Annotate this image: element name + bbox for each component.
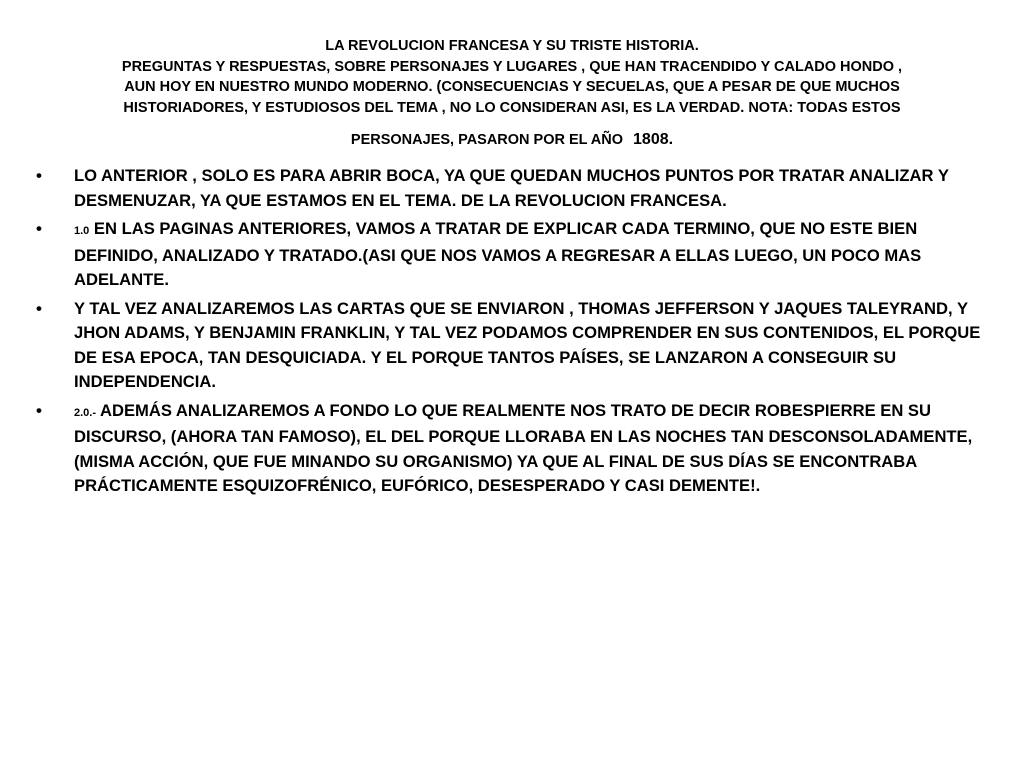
bullet-item-4 bbox=[36, 399, 986, 499]
bullet-marker-icon: • bbox=[36, 219, 42, 238]
bullet-text: LO ANTERIOR , SOLO ES PARA ABRIR BOCA, YA QUE QUEDAN MUCHOS PUNTOS POR TRATAR ANALIZAR Y DESMENUZAR, YA QUE ESTAMOS EN EL TEMA. DE LA REVOLUCION FRANCESA. bbox=[74, 166, 949, 210]
bullet-item-1 bbox=[36, 164, 986, 213]
title-line-5 bbox=[60, 130, 964, 151]
bullet-text: ADEMÁS ANALIZAREMOS A FONDO LO QUE REALMENTE NOS TRATO DE DECIR ROBESPIERRE EN SU DISCURSO, (AHORA TAN FAMOSO), EL DEL PORQUE LLORABA EN LAS NOCHES TAN DESCONSOLADAMENTE, (MISMA ACCIÓN, QUE FUE MINANDO SU ORGANISMO) YA QUE AL FINAL DE SUS DÍAS SE ENCONTRABA PRÁCTICAMENTE ESQUIZOFRÉNICO, EUFÓRICO, DESESPERADO Y CASI DEMENTE!. bbox=[74, 400, 973, 495]
bullet-marker-icon: • bbox=[36, 166, 42, 185]
title-line-1: LA REVOLUCION FRANCESA Y SU TRISTE HISTORIA. bbox=[325, 38, 699, 54]
bullet-list bbox=[36, 164, 986, 503]
slide-title bbox=[60, 36, 964, 151]
bullet-marker-icon: • bbox=[36, 400, 42, 420]
title-line-4: HISTORIADORES, Y ESTUDIOSOS DEL TEMA , NO LO CONSIDERAN ASI, ES LA VERDAD. NOTA: TODAS ESTOS bbox=[123, 99, 901, 116]
bullet-text: EN LAS PAGINAS ANTERIORES, VAMOS A TRATAR DE EXPLICAR CADA TERMINO, QUE NO ESTE BIEN DEFINIDO, ANALIZADO Y TRATADO.(ASI QUE NOS VAMOS A REGRESAR A ELLAS LUEGO, UN POCO MAS ADELANTE. bbox=[74, 219, 922, 289]
bullet-marker-icon: • bbox=[36, 298, 42, 318]
title-line-3: AUN HOY EN NUESTRO MUNDO MODERNO. (CONSECUENCIAS Y SECUELAS, QUE A PESAR DE QUE MUCHOS bbox=[124, 79, 900, 95]
title-line-2: PREGUNTAS Y RESPUESTAS, SOBRE PERSONAJES Y LUGARES , QUE HAN TRACENDIDO Y CALADO HONDO , bbox=[121, 58, 903, 75]
bullet-text: Y TAL VEZ ANALIZAREMOS LAS CARTAS QUE SE ENVIARON , THOMAS JEFFERSON Y JAQUES TALEYRAND, Y JHON ADAMS, Y BENJAMIN FRANKLIN, Y TAL VEZ PODAMOS COMPRENDER EN SUS CONTENIDOS, EL PORQUE DE ESA EPOCA, TAN DESQUICIADA. Y EL PORQUE TANTOS PAÍSES, SE LANZARON A CONSEGUIR SU INDEPENDENCIA. bbox=[74, 298, 981, 391]
title-line-5-text: PERSONAJES, PASARON POR EL AÑO bbox=[350, 132, 623, 148]
bullet-number: 2.0.- bbox=[74, 406, 97, 419]
bullet-item-2 bbox=[36, 217, 986, 293]
title-year: 1808. bbox=[633, 131, 674, 148]
bullet-number: 1.0 bbox=[74, 225, 90, 237]
bullet-item-3 bbox=[36, 297, 986, 395]
